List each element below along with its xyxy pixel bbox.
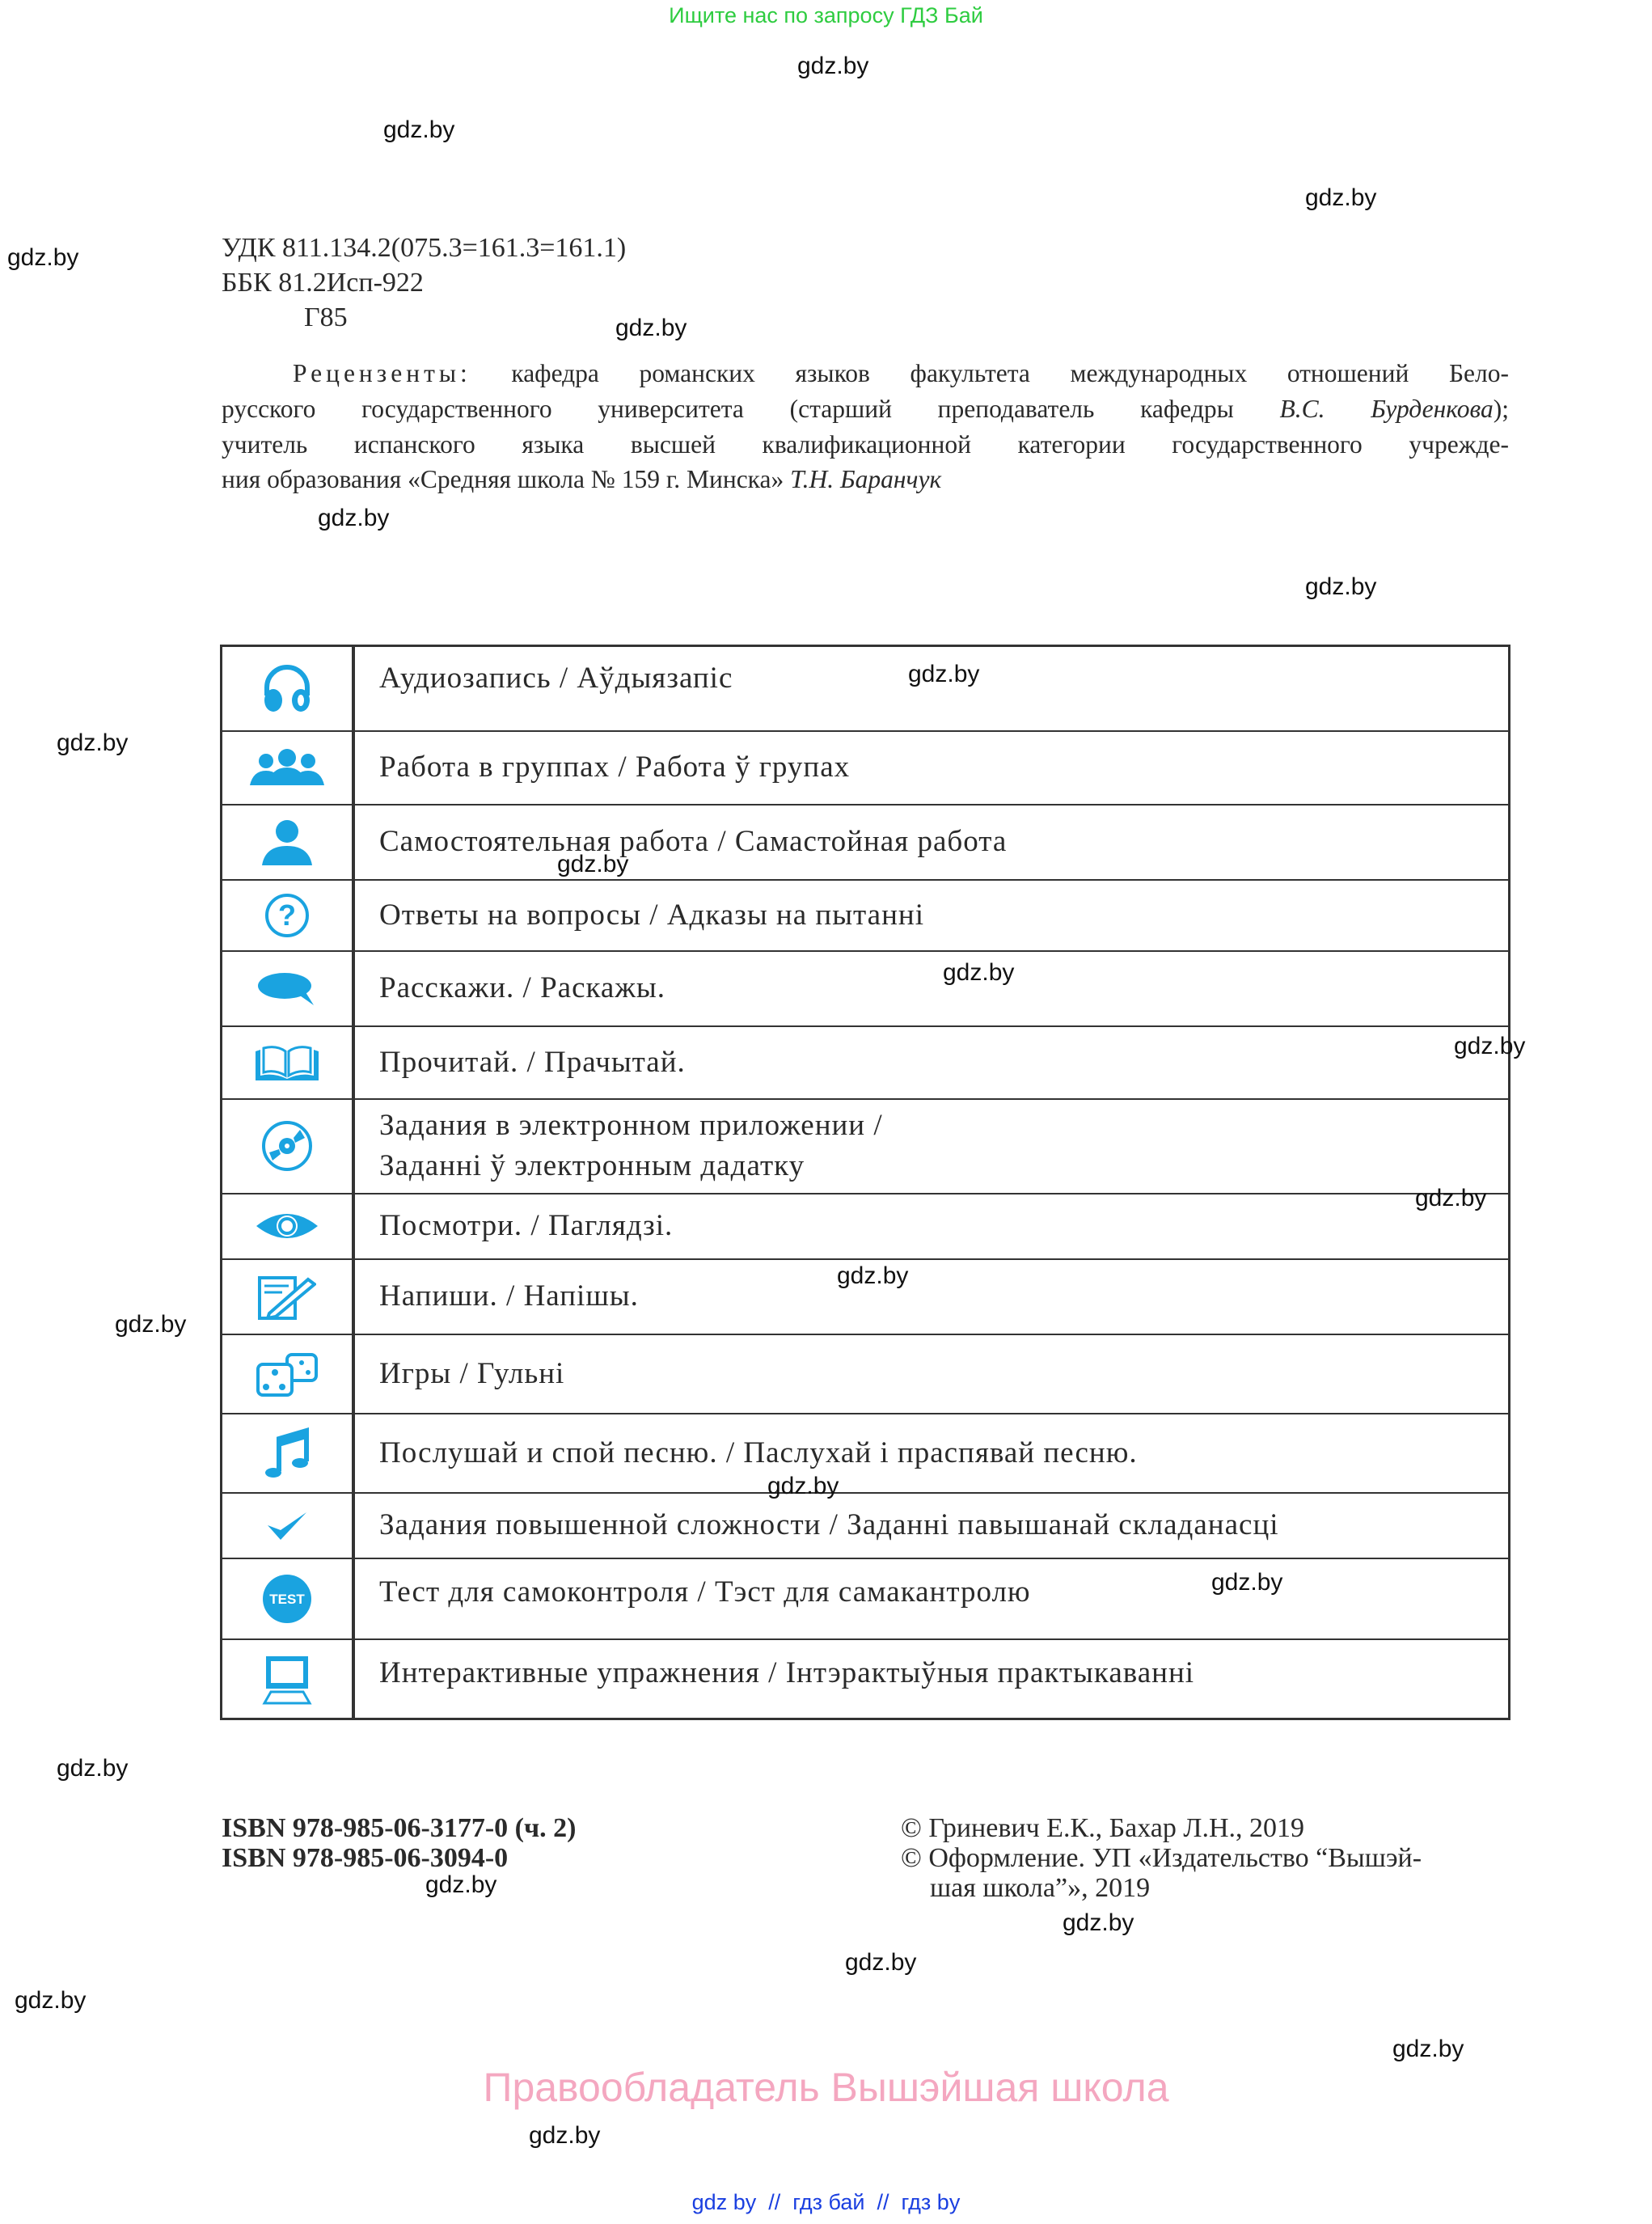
watermark: gdz.by (7, 244, 79, 271)
isbn-2: ISBN 978-985-06-3094-0 (222, 1843, 509, 1873)
reviewers-line-1: Рецензенты: кафедра романских языков факультета международных отношений Бело- (293, 359, 1509, 387)
svg-text:TEST: TEST (269, 1591, 305, 1607)
reviewers-label: Рецензенты: (293, 359, 471, 387)
question-icon (264, 893, 310, 938)
watermark: gdz.by (425, 1871, 497, 1898)
watermark: gdz.by (767, 1473, 839, 1499)
legend-row (222, 951, 1510, 1026)
legend-row (222, 1414, 1510, 1493)
svg-text:?: ? (278, 898, 296, 932)
pen-paper-icon (258, 1273, 316, 1320)
speech-bubble-icon (257, 970, 317, 1007)
dice-icon (255, 1350, 319, 1398)
reviewers-line-2: русского государственного университета (старший преподаватель кафедры В.С. Бурденкова); (222, 395, 1509, 423)
watermark: gdz.by (908, 661, 980, 687)
legend-row (222, 805, 1510, 880)
legend-row (222, 1493, 1510, 1558)
legend-row (222, 731, 1510, 805)
reviewers-line-3: учитель испанского языка высшей квалификационной категории государственного учрежде- (222, 430, 1509, 459)
watermark: gdz.by (1211, 1569, 1283, 1596)
copyright-2: © Оформление. УП «Издательство “Вышэй- (901, 1843, 1422, 1873)
legend-row (222, 1194, 1510, 1259)
legend-row (222, 1558, 1510, 1639)
reviewer-name: В.С. Бурденкова (1279, 395, 1494, 423)
copyright-1: © Гриневич Е.К., Бахар Л.Н., 2019 (901, 1813, 1304, 1843)
isbn-1: ISBN 978-985-06-3177-0 (ч. 2) (222, 1813, 577, 1843)
group-icon (248, 748, 326, 787)
open-book-icon (254, 1043, 320, 1082)
watermark: gdz.by (529, 2122, 601, 2149)
legend-row (222, 1026, 1510, 1099)
legend-label: Тест для самоконтроля / Тэст для самакантролю (353, 1558, 1510, 1639)
rights-holder-watermark: Правообладатель Вышэйшая школа (483, 2065, 1169, 2110)
music-note-icon (264, 1427, 310, 1479)
watermark: gdz.by (15, 1987, 87, 2014)
watermark: gdz.by (557, 851, 629, 877)
disc-icon (261, 1120, 313, 1172)
eye-icon (255, 1210, 319, 1242)
legend-row (222, 880, 1510, 951)
author-code: Г85 (304, 302, 348, 332)
legend-label: Работа в группах / Работа ў групах (353, 731, 1510, 805)
legend-label: Ответы на вопросы / Адказы на пытанні (353, 880, 1510, 951)
footer-link[interactable]: гдз by (901, 2190, 961, 2214)
checkmark-icon (266, 1509, 308, 1541)
legend-label: Напиши. / Напішы. (353, 1259, 1510, 1334)
watermark: gdz.by (318, 505, 390, 531)
monitor-icon (261, 1653, 313, 1705)
legend-label: Игры / Гульні (353, 1334, 1510, 1414)
copyright-3: шая школа”», 2019 (930, 1873, 1151, 1903)
footer-link[interactable]: gdz by (691, 2190, 757, 2214)
udk-code: УДК 811.134.2(075.3=161.3=161.1) (222, 233, 627, 263)
reviewers-line-4: ния образования «Средняя школа № 159 г. Минска» Т.Н. Баранчук (222, 465, 942, 493)
watermark: gdz.by (1392, 2036, 1464, 2062)
legend-label: Самостоятельная работа / Самастойная работа (353, 805, 1510, 880)
headphones-icon (260, 663, 314, 713)
watermark: gdz.by (1305, 184, 1377, 211)
watermark: gdz.by (57, 729, 129, 756)
legend-label: Интерактивные упражнения / Інтэрактыўныя практыкаванні (353, 1639, 1510, 1719)
watermark: gdz.by (1305, 573, 1377, 600)
watermark: gdz.by (845, 1949, 917, 1976)
footer-links (0, 2190, 1652, 2215)
watermark: gdz.by (1063, 1909, 1134, 1936)
legend-label: Расскажи. / Раскажы. (353, 951, 1510, 1026)
legend-label: Посмотри. / Паглядзі. (353, 1194, 1510, 1259)
person-icon (260, 818, 314, 865)
legend-label: Задания повышенной сложности / Заданні павышанай складанасці (353, 1493, 1510, 1558)
separator: // (877, 2190, 889, 2214)
watermark: gdz.by (1454, 1033, 1526, 1059)
legend-row (222, 1639, 1510, 1719)
separator: // (768, 2190, 781, 2214)
legend-label: Прочитай. / Прачытай. (353, 1026, 1510, 1099)
top-banner[interactable]: Ищите нас по запросу ГДЗ Бай (669, 3, 983, 27)
test-badge-icon (260, 1574, 314, 1624)
watermark: gdz.by (57, 1755, 129, 1782)
bbk-code: ББК 81.2Исп-922 (222, 268, 424, 298)
watermark: gdz.by (797, 53, 869, 79)
legend-row (222, 1099, 1510, 1194)
watermark: gdz.by (943, 959, 1015, 986)
watermark: gdz.by (615, 315, 687, 341)
legend-row (222, 646, 1510, 731)
legend-label: Послушай и спой песню. / Паслухай і праспявай песню. (353, 1414, 1510, 1493)
watermark: gdz.by (115, 1311, 187, 1338)
legend-label: Аудиозапись / Аўдыязапіс (353, 646, 1510, 731)
watermark: gdz.by (383, 116, 455, 143)
icon-legend-table (220, 645, 1510, 1720)
footer-link[interactable]: гдз бай (792, 2190, 865, 2214)
legend-label: Задания в электронном приложении / Заданні ў электронным дадатку (353, 1099, 1510, 1194)
watermark: gdz.by (837, 1262, 909, 1289)
watermark: gdz.by (1415, 1185, 1487, 1211)
legend-row (222, 1334, 1510, 1414)
reviewer-name: Т.Н. Баранчук (790, 465, 942, 493)
